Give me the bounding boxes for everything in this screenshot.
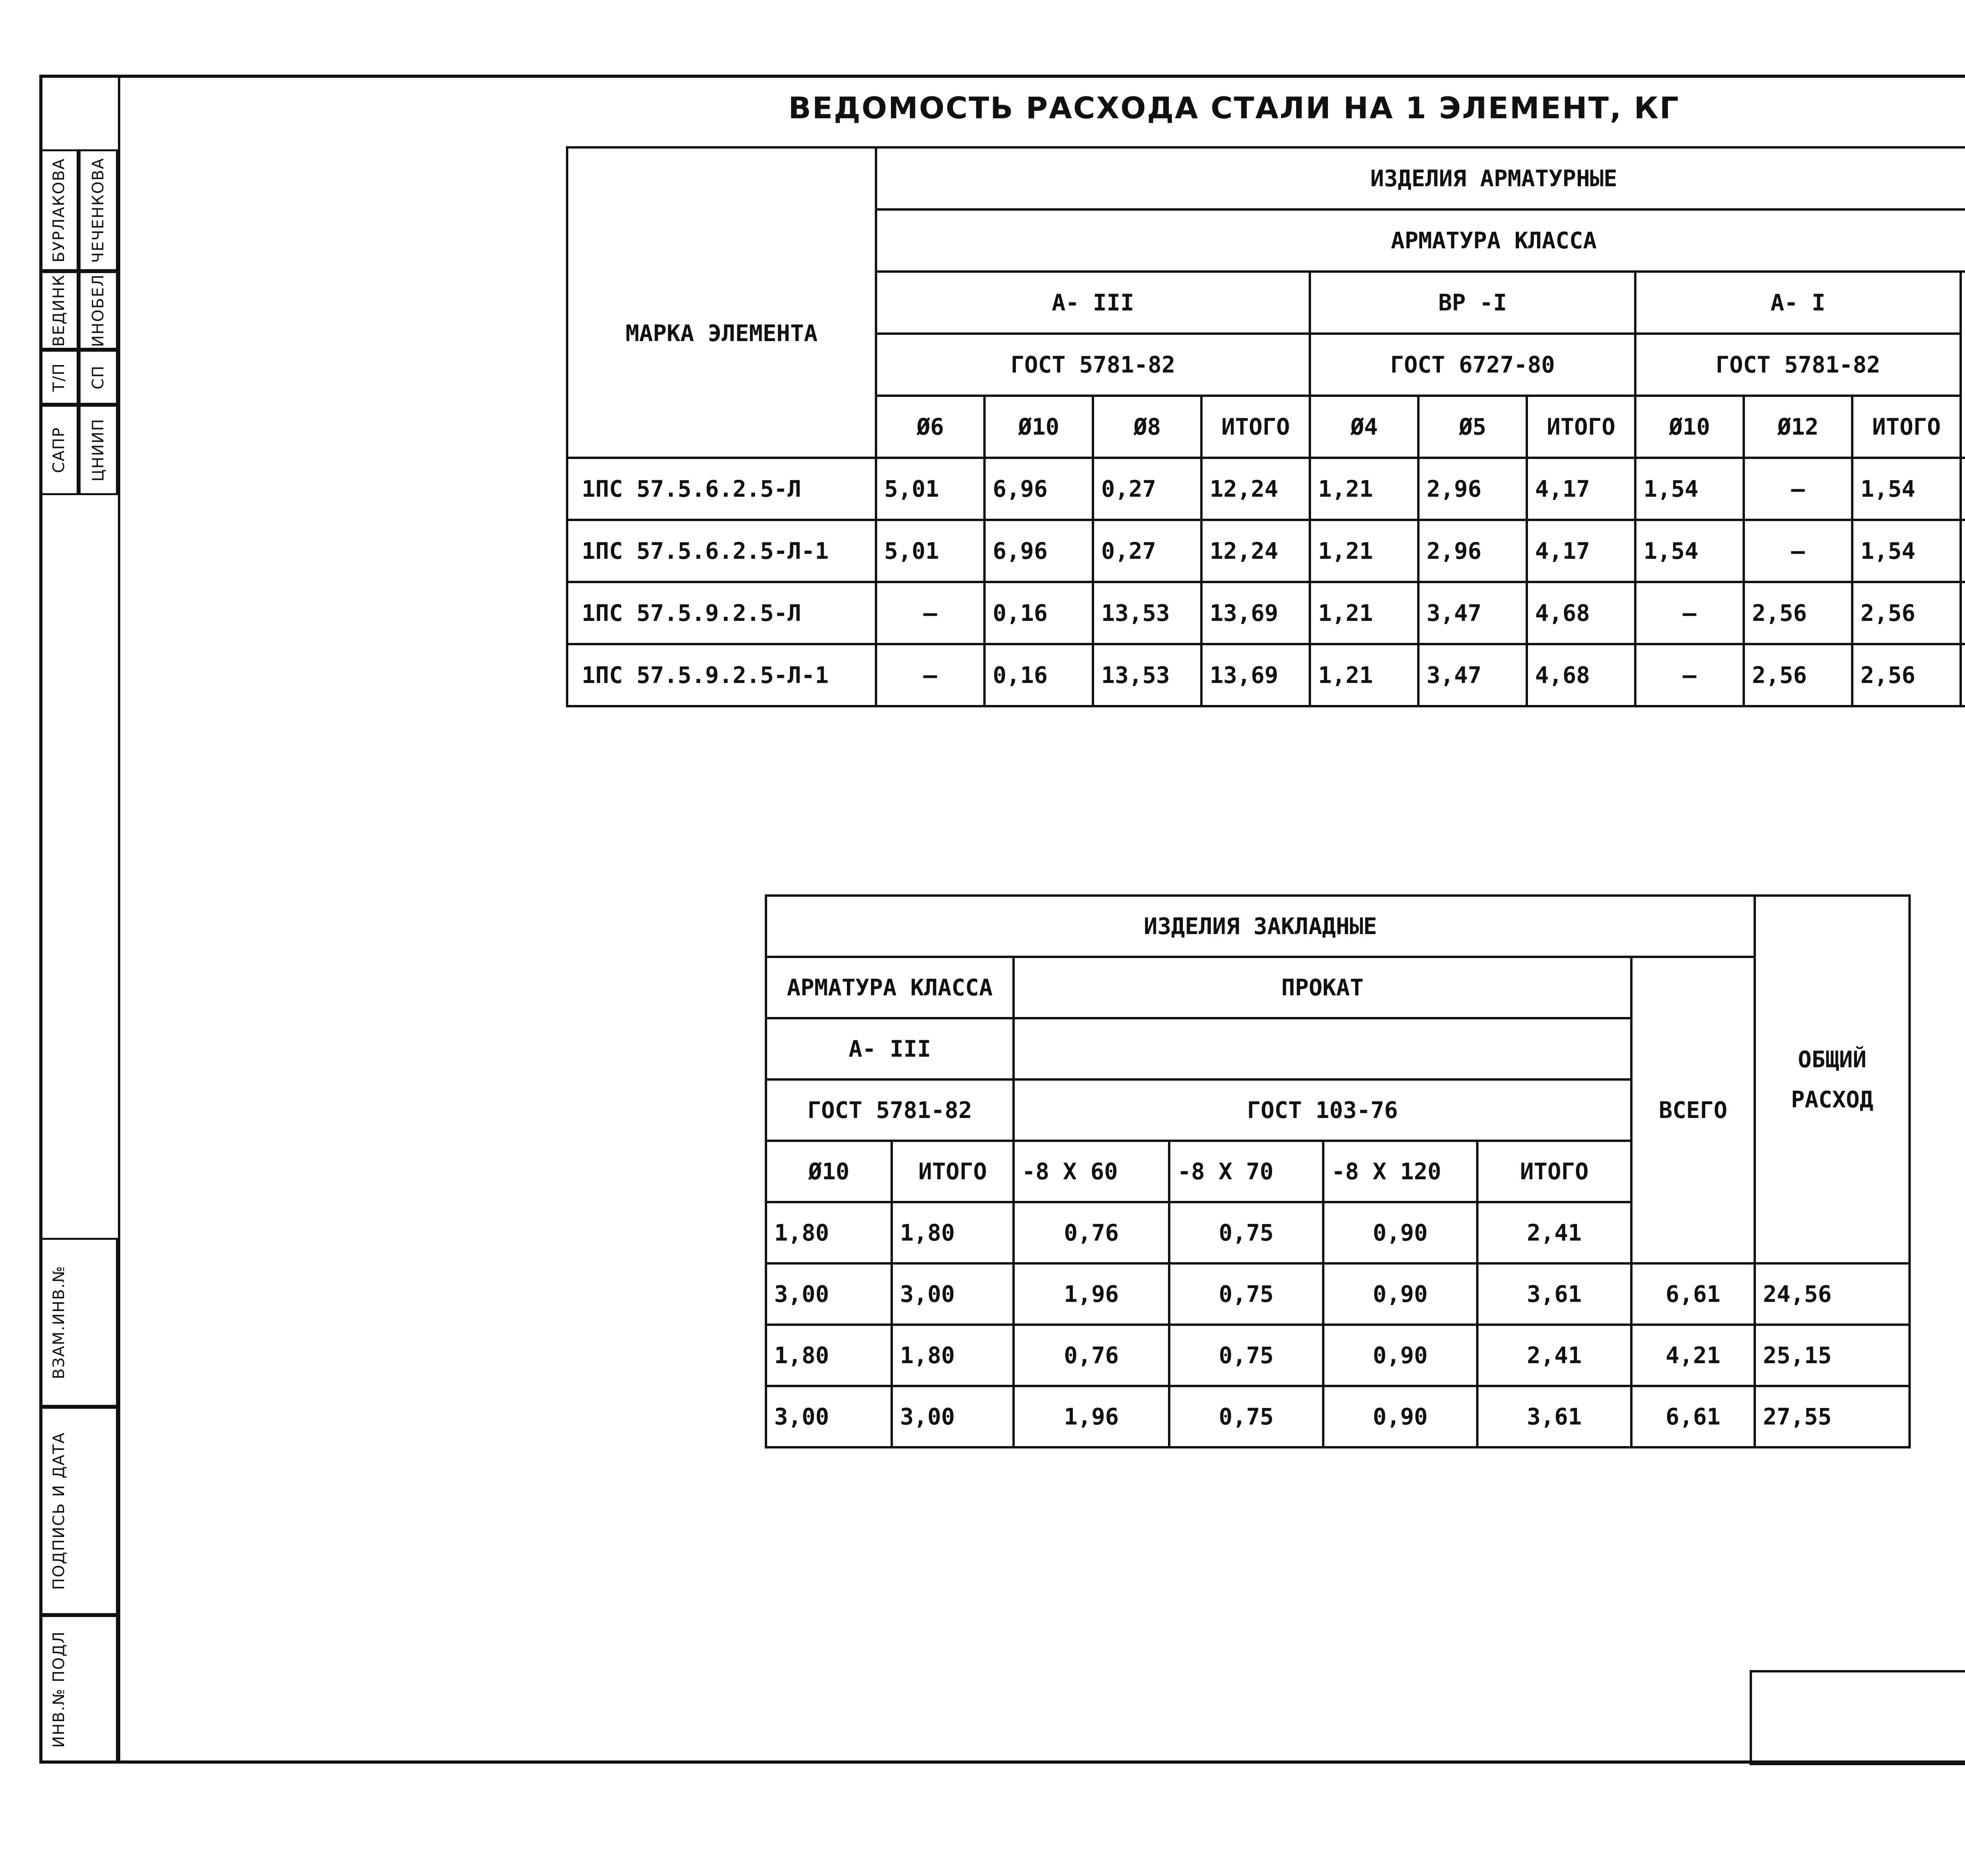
stamp-text: ПОДПИСЬ И ДАТА: [50, 1432, 68, 1590]
stamp-text: ЧЕЧЕНКОВА: [89, 157, 107, 263]
subtotal-header: ИТОГО: [1852, 396, 1961, 458]
table-row: [766, 1325, 1910, 1386]
empty-cell: [1014, 1018, 1631, 1079]
stamp-cell: [39, 149, 79, 271]
left-strip-divider: [118, 75, 120, 1764]
table-row: [567, 582, 1965, 644]
table-cell: 0,75: [1169, 1263, 1323, 1325]
table-cell: 0,90: [1323, 1325, 1477, 1386]
stamp-cell: [79, 149, 118, 271]
stamp-cell: [39, 350, 79, 405]
stamp-cell: [39, 1407, 118, 1615]
table-cell: 13,69: [1201, 644, 1310, 706]
table-cell: —: [876, 582, 984, 644]
table-cell: 12,24: [1201, 520, 1310, 582]
table-cell: 1,54: [1852, 520, 1961, 582]
class-header: АРМАТУРА КЛАССА: [766, 957, 1014, 1018]
stamp-cell: [39, 405, 79, 495]
diameter-header: Ø8: [1093, 396, 1201, 458]
table-cell: 0,76: [1014, 1325, 1169, 1386]
table-cell: 3,00: [766, 1263, 892, 1325]
embedded-items-table: [765, 894, 1911, 1448]
table-cell: 4,68: [1527, 644, 1635, 706]
stamp-text: ИНВ.№ ПОДЛ: [50, 1631, 68, 1748]
prokat-header: ПРОКАТ: [1014, 957, 1631, 1018]
gost-label: ГОСТ 5781-82: [1635, 334, 1961, 396]
table-cell: 0,75: [1169, 1386, 1323, 1447]
table-cell: 2,56: [1852, 582, 1961, 644]
diameter-header: Ø12: [1744, 396, 1852, 458]
stamp-cell: [39, 271, 79, 350]
table-cell: 2,96: [1418, 520, 1527, 582]
table-cell: 2,56: [1744, 582, 1852, 644]
total-header: ВСЕГО: [1631, 957, 1755, 1263]
table-cell: 13,69: [1201, 582, 1310, 644]
table-cell: 2,96: [1418, 458, 1527, 520]
table-cell: 0,75: [1169, 1325, 1323, 1386]
table-cell: 25,15: [1755, 1325, 1910, 1386]
gost-label: ГОСТ 5781-82: [766, 1079, 1014, 1141]
group-header: ИЗДЕЛИЯ АРМАТУРНЫЕ: [876, 147, 1965, 209]
table-cell: 0,75: [1169, 1202, 1323, 1263]
table-cell: 4,17: [1527, 458, 1635, 520]
table-cell: 3,00: [892, 1263, 1014, 1325]
stamp-text: БУРЛАКОВА: [50, 158, 68, 263]
table-cell: 3,00: [892, 1386, 1014, 1447]
table-cell: 6,61: [1631, 1386, 1755, 1447]
table-cell: 3,47: [1418, 644, 1527, 706]
total-header: [1961, 272, 1965, 458]
table-cell: 1,80: [892, 1325, 1014, 1386]
table-cell: 2,56: [1852, 644, 1961, 706]
table-cell: 0,90: [1323, 1202, 1477, 1263]
stamp-cell: [79, 350, 118, 405]
table-cell: [1961, 520, 1965, 582]
table-cell: 6,96: [984, 520, 1093, 582]
table-cell: 24,56: [1755, 1263, 1910, 1325]
stamp-text: Т/П: [50, 363, 68, 392]
table-cell: 2,41: [1477, 1202, 1631, 1263]
subtotal-header: ИТОГО: [1527, 396, 1635, 458]
general-header-line-1: ОБЩИЙ: [1798, 1046, 1867, 1073]
table-cell: [1961, 582, 1965, 644]
table-cell: 5,01: [876, 520, 984, 582]
table-cell: 6,96: [984, 458, 1093, 520]
table-cell: 1,80: [892, 1202, 1014, 1263]
gost-label: ГОСТ 103-76: [1014, 1079, 1631, 1141]
table-row: [567, 644, 1965, 706]
subtotal-header: ИТОГО: [1477, 1141, 1631, 1202]
table-cell: [1961, 458, 1965, 520]
table-cell: 1,96: [1014, 1263, 1169, 1325]
stamp-text: ИНОБЕЛ: [89, 274, 107, 347]
diameter-header: Ø4: [1310, 396, 1418, 458]
stamp-text: СП: [89, 365, 107, 390]
diameter-header: Ø5: [1418, 396, 1527, 458]
table-cell: 5,01: [876, 458, 984, 520]
table-cell: 1,54: [1852, 458, 1961, 520]
table-row: [567, 520, 1965, 582]
class-name: А- I: [1635, 272, 1961, 334]
table-cell: 1,54: [1635, 520, 1744, 582]
profile-header: -8 Х 70: [1169, 1141, 1323, 1202]
document-code: [1750, 1694, 1965, 1736]
stamp-cell: [39, 1615, 118, 1764]
group-header: ИЗДЕЛИЯ ЗАКЛАДНЫЕ: [766, 896, 1755, 957]
table-cell: 1,80: [766, 1202, 892, 1263]
table-cell: —: [1635, 644, 1744, 706]
table-cell: 2,41: [1477, 1325, 1631, 1386]
table-cell: 4,21: [1631, 1325, 1755, 1386]
stamp-text: ВЗАМ.ИНВ.№: [50, 1265, 68, 1379]
gost-label: ГОСТ 6727-80: [1310, 334, 1635, 396]
table-cell: 0,27: [1093, 458, 1201, 520]
element-mark: 1ПС 57.5.6.2.5-Л-1: [567, 520, 876, 582]
table-cell: 4,17: [1527, 520, 1635, 582]
table-cell: 13,53: [1093, 644, 1201, 706]
table-cell: 1,80: [766, 1325, 892, 1386]
subtotal-header: ИТОГО: [892, 1141, 1014, 1202]
document-title: ВЕДОМОСТЬ РАСХОДА СТАЛИ НА 1 ЭЛЕМЕНТ, КГ: [788, 90, 1680, 125]
table-cell: 2,56: [1744, 644, 1852, 706]
profile-header: -8 Х 60: [1014, 1141, 1169, 1202]
diameter-header: Ø10: [984, 396, 1093, 458]
diameter-header: Ø6: [876, 396, 984, 458]
table-cell: —: [1744, 520, 1852, 582]
class-name: А- III: [766, 1018, 1014, 1079]
general-header-line-2: РАСХОД: [1791, 1086, 1873, 1113]
table-cell: 3,00: [766, 1386, 892, 1447]
stamp-cell: [79, 405, 118, 495]
table-cell: 4,68: [1527, 582, 1635, 644]
table-cell: [1961, 644, 1965, 706]
table-cell: —: [1635, 582, 1744, 644]
general-total-header: [1755, 896, 1910, 1263]
stamp-text: ВЕДИНК: [50, 274, 68, 347]
table-cell: 1,96: [1014, 1386, 1169, 1447]
table-cell: 3,47: [1418, 582, 1527, 644]
table-cell: 1,21: [1310, 582, 1418, 644]
stamp-cell: [79, 271, 118, 350]
table-row: [766, 1263, 1910, 1325]
profile-header: -8 Х 120: [1323, 1141, 1477, 1202]
table-row: [766, 1386, 1910, 1447]
table-cell: 0,76: [1014, 1202, 1169, 1263]
table-cell: 1,54: [1635, 458, 1744, 520]
gost-label: ГОСТ 5781-82: [876, 334, 1310, 396]
table-cell: 3,61: [1477, 1263, 1631, 1325]
table-cell: 1,21: [1310, 644, 1418, 706]
table-cell: —: [876, 644, 984, 706]
table-cell: 6,61: [1631, 1263, 1755, 1325]
element-mark: 1ПС 57.5.6.2.5-Л: [567, 458, 876, 520]
table-cell: 12,24: [1201, 458, 1310, 520]
table-cell: 0,90: [1323, 1386, 1477, 1447]
table-cell: 1,21: [1310, 458, 1418, 520]
stamp-text: ЦНИИП: [89, 418, 107, 482]
table-cell: 3,61: [1477, 1386, 1631, 1447]
stamp-text: САПР: [50, 427, 68, 473]
table-cell: 1,21: [1310, 520, 1418, 582]
table-cell: —: [1744, 458, 1852, 520]
diameter-header: Ø10: [766, 1141, 892, 1202]
stamp-cell: [39, 1238, 118, 1407]
corner-cell: [567, 147, 876, 209]
class-header: АРМАТУРА КЛАССА: [876, 209, 1965, 272]
table-cell: 13,53: [1093, 582, 1201, 644]
table-cell: 0,90: [1323, 1263, 1477, 1325]
element-mark: 1ПС 57.5.9.2.5-Л-1: [567, 644, 876, 706]
table-cell: 0,16: [984, 582, 1093, 644]
table-row: [567, 458, 1965, 520]
subtotal-header: ИТОГО: [1201, 396, 1310, 458]
table-cell: 27,55: [1755, 1386, 1910, 1447]
table-cell: 0,16: [984, 644, 1093, 706]
element-mark: 1ПС 57.5.9.2.5-Л: [567, 582, 876, 644]
diameter-header: Ø10: [1635, 396, 1744, 458]
reinforcement-table: [566, 146, 1965, 707]
class-name: ВР -I: [1310, 272, 1635, 334]
class-name: А- III: [876, 272, 1310, 334]
table-cell: 0,27: [1093, 520, 1201, 582]
mark-header: МАРКА ЭЛЕМЕНТА: [567, 209, 876, 458]
